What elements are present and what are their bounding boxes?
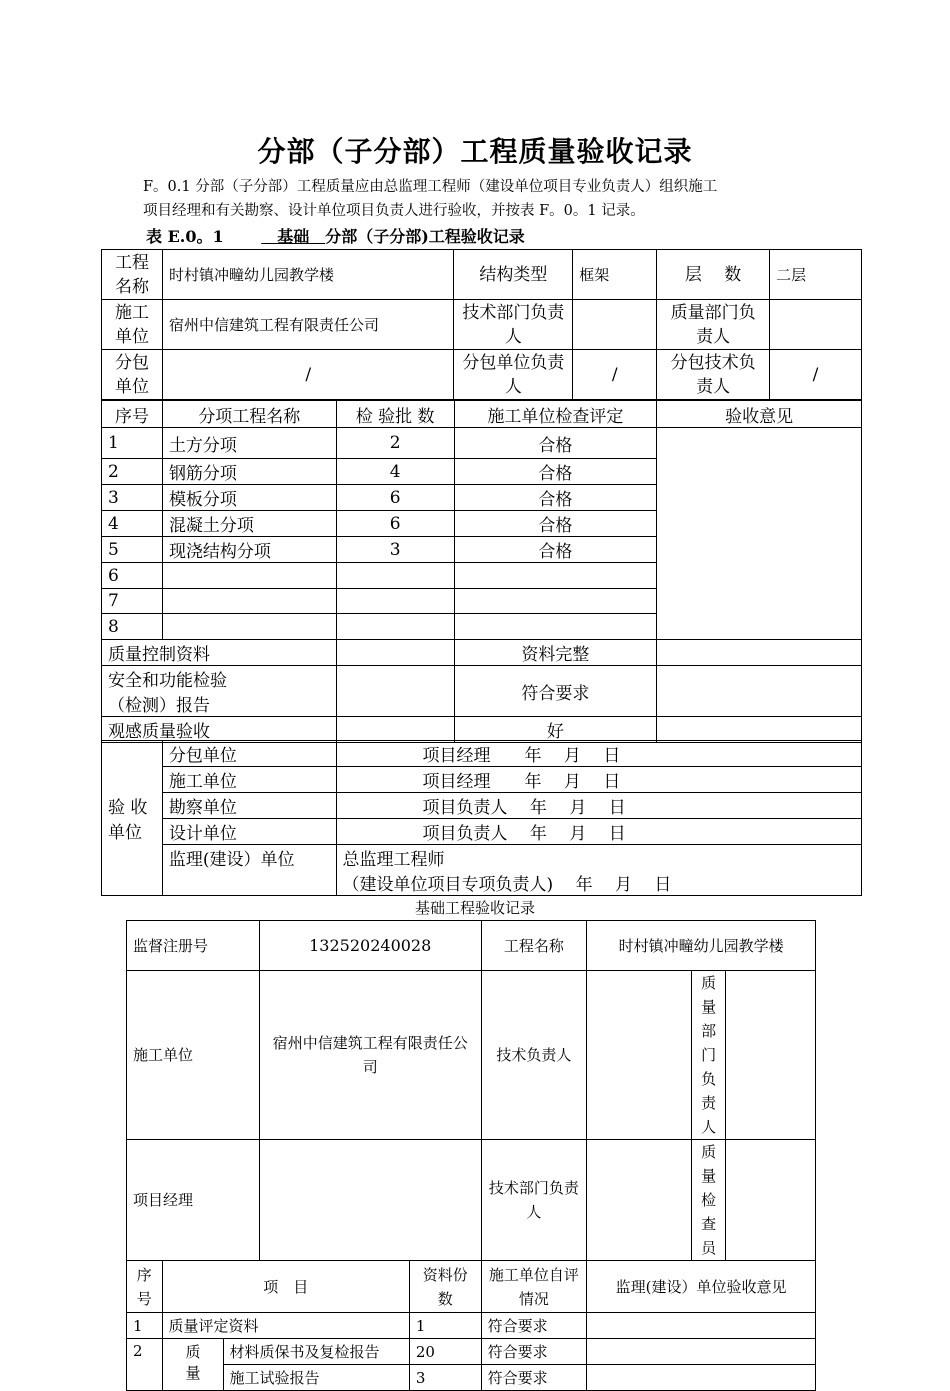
- header-opinion: 验收意见: [657, 401, 862, 428]
- sub-label: 分包单位: [102, 350, 163, 400]
- intro-line-1: F。0.1 分部（子分部）工程质量应由总监理工程师（建设单位项目专业负责人）组织施工: [143, 179, 718, 195]
- supervisor-sign: 总监理工程师 （建设单位项目专项负责人) 年 月 日: [336, 845, 861, 896]
- t2-group-label: 质量: [162, 1339, 223, 1391]
- floors-value: 二层: [770, 250, 862, 300]
- row-no: 3: [102, 485, 163, 511]
- contractor-label: 施工单位: [102, 300, 163, 350]
- t2-row-no: 1: [127, 1313, 163, 1339]
- t2-project-label: 工程名称: [481, 921, 586, 971]
- row-eval: [454, 563, 657, 589]
- row-name: 混凝土分项: [162, 511, 336, 537]
- structure-label: 结构类型: [454, 250, 573, 300]
- t2-group-item: 施工试验报告: [223, 1365, 409, 1391]
- t2-tech-dept: [587, 1140, 692, 1261]
- reg-label: 监督注册号: [127, 921, 260, 971]
- appearance-blank: [336, 717, 454, 743]
- t2-row-self: 符合要求: [481, 1313, 586, 1339]
- t2-contractor-label: 施工单位: [127, 971, 260, 1140]
- t2-row-sup: [587, 1313, 816, 1339]
- tech-dept-label: 技术部门负责人: [454, 300, 573, 350]
- second-table-caption: 基础工程验收记录: [414, 899, 535, 917]
- quality-dept-label: 质量部门负责人: [657, 300, 770, 350]
- row-no: 5: [102, 537, 163, 563]
- t2-quality-dept-label: 质量部门负责人: [691, 971, 726, 1140]
- t2-header-sup: 监理(建设）单位验收意见: [587, 1261, 816, 1313]
- signer-unit: 施工单位: [162, 767, 336, 793]
- sub-head-value: /: [573, 350, 657, 400]
- t2-header-copies: 资料份数: [409, 1261, 481, 1313]
- project-name: 时村镇冲疃幼儿园教学楼: [162, 250, 454, 300]
- t2-row-copies: 1: [409, 1313, 481, 1339]
- header-self-eval: 施工单位检查评定: [454, 401, 657, 428]
- structure-value: 框架: [573, 250, 657, 300]
- safety-label: 安全和功能检验 （检测）报告: [102, 666, 337, 717]
- safety-eval: 符合要求: [454, 666, 657, 717]
- table-label-suffix: 分部（子分部)工程验收记录: [325, 227, 525, 246]
- t2-group-item: 材料质保书及复检报告: [223, 1339, 409, 1365]
- t2-inspector-label: 质量检查员: [691, 1140, 726, 1261]
- signer-unit: 勘察单位: [162, 793, 336, 819]
- row-no: 8: [102, 614, 163, 640]
- row-eval: 合格: [454, 511, 657, 537]
- table-label-division: 基础: [277, 227, 310, 246]
- row-no: 6: [102, 563, 163, 589]
- row-eval: [454, 589, 657, 614]
- t2-group-sup: [587, 1365, 816, 1391]
- t2-group-sup: [587, 1339, 816, 1365]
- t2-group-no: 2: [127, 1339, 163, 1391]
- row-name: [162, 614, 336, 640]
- table-label: [146, 224, 525, 247]
- header-item-name: 分项工程名称: [162, 401, 336, 428]
- t2-group-self: 符合要求: [481, 1365, 586, 1391]
- appearance-opinion: [657, 717, 862, 743]
- qc-opinion: [657, 640, 862, 666]
- row-count: 4: [336, 459, 454, 485]
- t2-project: 时村镇冲疃幼儿园教学楼: [587, 921, 816, 971]
- tech-dept-value: [573, 300, 657, 350]
- acceptance-units-label: 验 收 单位: [102, 741, 163, 896]
- row-no: 4: [102, 511, 163, 537]
- project-name-label: 工程名称: [102, 250, 163, 300]
- row-name: 现浇结构分项: [162, 537, 336, 563]
- row-name: 钢筋分项: [162, 459, 336, 485]
- t2-group-copies: 3: [409, 1365, 481, 1391]
- row-eval: 合格: [454, 428, 657, 459]
- sub-head-label: 分包单位负责人: [454, 350, 573, 400]
- qc-label: 质量控制资料: [102, 640, 337, 666]
- row-count: 3: [336, 537, 454, 563]
- t2-header-item: 项 目: [162, 1261, 409, 1313]
- table-label-prefix: 表 E.0。1: [146, 227, 224, 246]
- t2-header-self: 施工单位自评情况: [481, 1261, 586, 1313]
- intro-line-2: 项目经理和有关勘察、设计单位项目负责人进行验收，并按表 F。0。1 记录。: [143, 203, 645, 219]
- t2-contractor: 宿州中信建筑工程有限责任公司: [259, 971, 481, 1140]
- t2-group-self: 符合要求: [481, 1339, 586, 1365]
- t2-tech-label: 技术负责人: [481, 971, 586, 1140]
- header-batch-count: 检 验批 数: [336, 401, 454, 428]
- qc-eval: 资料完整: [454, 640, 657, 666]
- t2-tech-dept-label: 技术部门负责人: [481, 1140, 586, 1261]
- row-eval: 合格: [454, 459, 657, 485]
- opinion-cell: [657, 428, 862, 640]
- signer-sign: 项目经理 年 月 日: [336, 741, 861, 767]
- row-name: [162, 563, 336, 589]
- appearance-eval: 好: [454, 717, 657, 743]
- t2-group-copies: 20: [409, 1339, 481, 1365]
- t2-tech: [587, 971, 692, 1140]
- signer-sign: 项目负责人 年 月 日: [336, 819, 861, 845]
- row-count: 6: [336, 485, 454, 511]
- division-acceptance-table: [101, 249, 862, 400]
- t2-header-no: 序号: [127, 1261, 163, 1313]
- row-count: [336, 614, 454, 640]
- t2-row-item: 质量评定资料: [162, 1313, 409, 1339]
- items-table: [101, 400, 862, 743]
- signer-unit: 设计单位: [162, 819, 336, 845]
- row-name: 模板分项: [162, 485, 336, 511]
- contractor-value: 宿州中信建筑工程有限责任公司: [162, 300, 454, 350]
- header-no: 序号: [102, 401, 163, 428]
- row-count: [336, 563, 454, 589]
- safety-opinion: [657, 666, 862, 717]
- quality-dept-value: [770, 300, 862, 350]
- t2-pm: [259, 1140, 481, 1261]
- row-no: 7: [102, 589, 163, 614]
- row-eval: [454, 614, 657, 640]
- floors-label: 层 数: [657, 250, 770, 300]
- row-no: 2: [102, 459, 163, 485]
- reg-no: 132520240028: [259, 921, 481, 971]
- row-count: 6: [336, 511, 454, 537]
- row-eval: 合格: [454, 485, 657, 511]
- t2-pm-label: 项目经理: [127, 1140, 260, 1261]
- t2-quality-dept: [726, 971, 816, 1140]
- signature-table: [101, 740, 862, 896]
- qc-blank: [336, 640, 454, 666]
- row-count: [336, 589, 454, 614]
- page-title: 分部（子分部）工程质量验收记录: [257, 135, 693, 168]
- row-name: 土方分项: [162, 428, 336, 459]
- signer-unit: 分包单位: [162, 741, 336, 767]
- sub-tech-value: /: [770, 350, 862, 400]
- t2-inspector: [726, 1140, 816, 1261]
- row-count: 2: [336, 428, 454, 459]
- sub-value: /: [162, 350, 454, 400]
- appearance-label: 观感质量验收: [102, 717, 337, 743]
- foundation-record-table: [126, 920, 816, 1391]
- signer-sign: 项目经理 年 月 日: [336, 767, 861, 793]
- row-eval: 合格: [454, 537, 657, 563]
- safety-blank: [336, 666, 454, 717]
- supervisor-unit: 监理(建设）单位: [162, 845, 336, 896]
- row-no: 1: [102, 428, 163, 459]
- sub-tech-label: 分包技术负责人: [657, 350, 770, 400]
- signer-sign: 项目负责人 年 月 日: [336, 793, 861, 819]
- row-name: [162, 589, 336, 614]
